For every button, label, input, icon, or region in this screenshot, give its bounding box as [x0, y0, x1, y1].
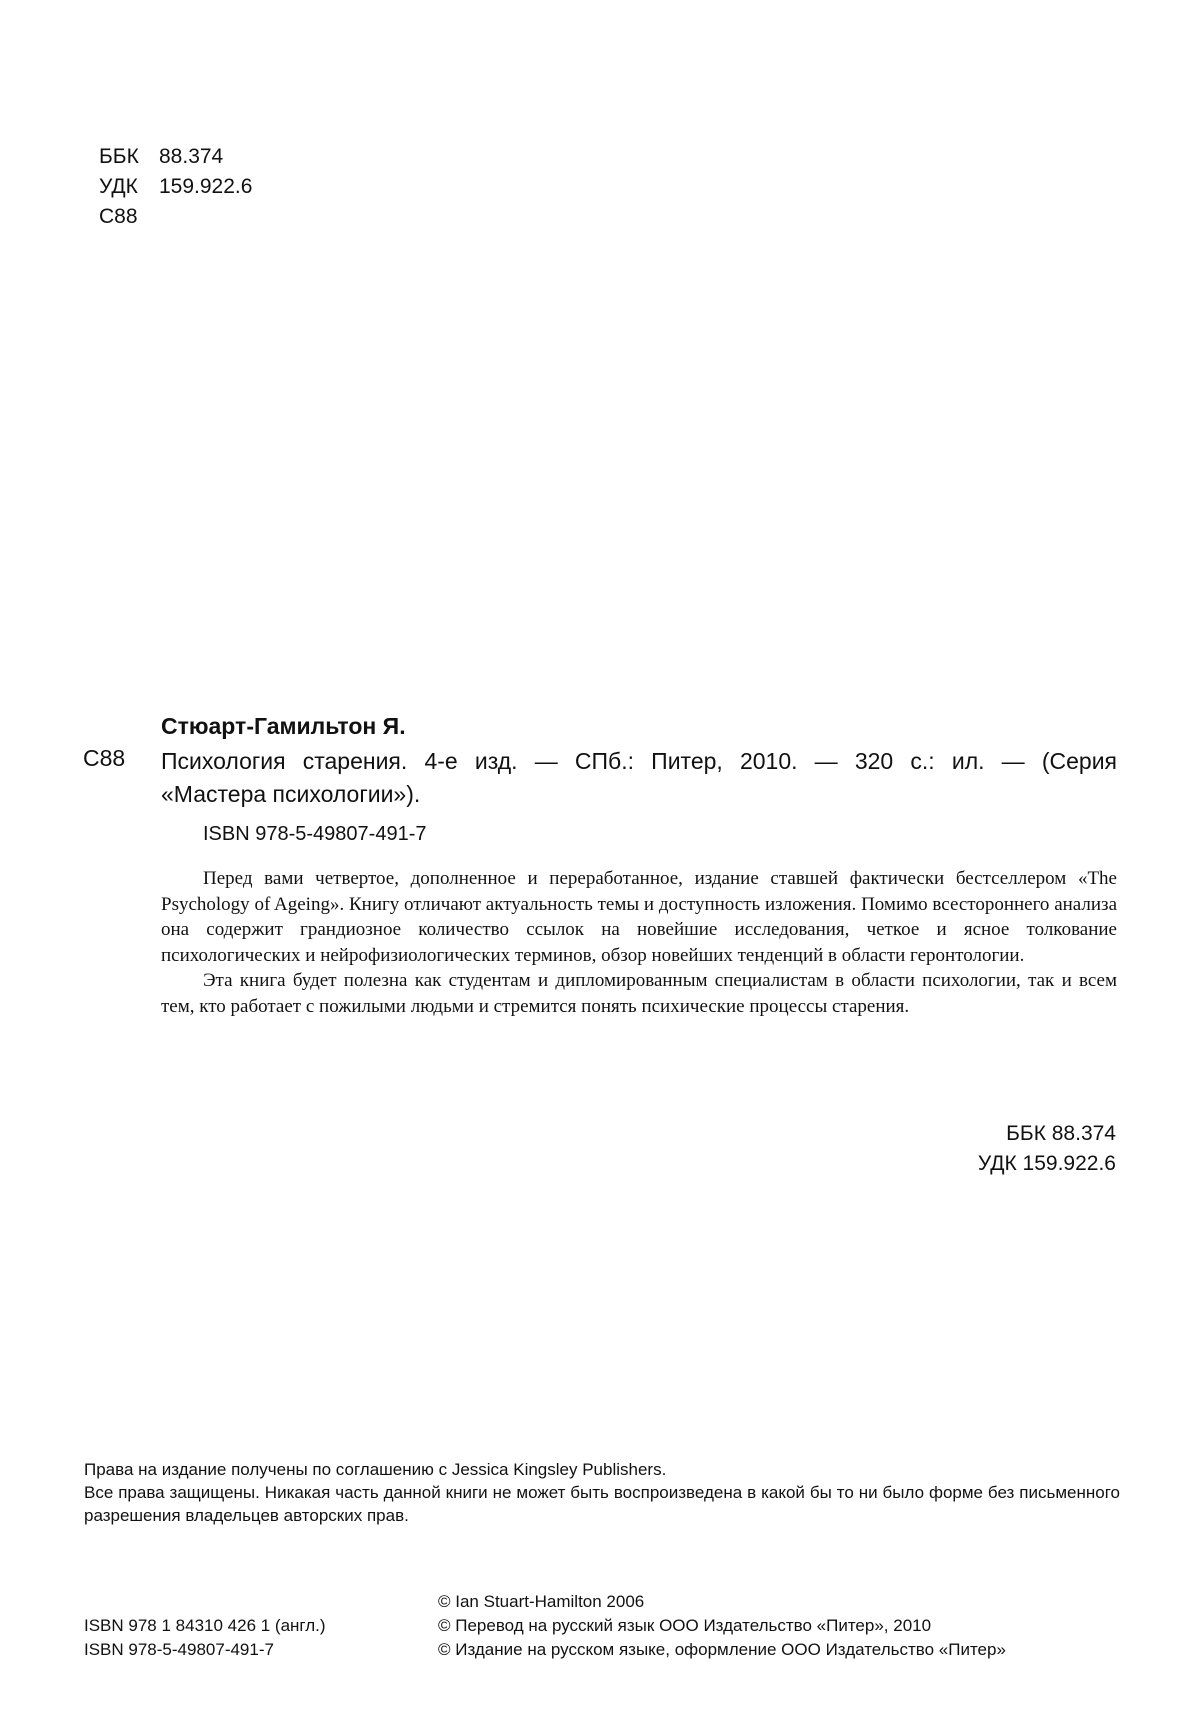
isbn-list — [84, 1614, 326, 1662]
top-bbk-value: 88.374 — [159, 145, 224, 168]
copyright-list — [438, 1590, 1006, 1662]
rights-line-2: Все права защищены. Никакая часть данной книги не может быть воспроизведена в какой бы то ни было форме без письменного разрешения владельцев авторских прав. — [84, 1483, 1120, 1525]
bottom-classification — [978, 1119, 1116, 1179]
author-name: Стюарт-Гамильтон Я. — [161, 713, 406, 739]
title-line-1: Психология старения. 4-е изд. — СПб.: Питер, 2010. — 320 с.: ил. — (Серия — [161, 748, 1117, 774]
record-isbn: ISBN 978-5-49807-491-7 — [203, 823, 427, 845]
abstract-paragraph-2: Эта книга будет полезна как студентам и дипломированным специалистам в области психологии, так и всем тем, кто работает с пожилыми людьми и стремится понять психические процессы старения. — [161, 970, 1117, 1017]
book-title-record — [161, 745, 1117, 811]
copyright-original: © Ian Stuart-Hamilton 2006 — [438, 1592, 645, 1611]
rights-notice — [84, 1458, 1120, 1527]
top-udk-label: УДК — [99, 175, 138, 198]
top-classification — [99, 142, 252, 232]
top-bbk-row — [99, 142, 252, 172]
top-author-code: С88 — [99, 205, 138, 228]
top-udk-row — [99, 172, 252, 202]
top-udk-value: 159.922.6 — [159, 175, 253, 198]
record-author-code: С88 — [83, 745, 126, 771]
top-bbk-label: ББК — [99, 145, 139, 168]
abstract-paragraph-1: Перед вами четвертое, дополненное и переработанное, издание ставшей фактически бестселлером «The Psychology of Ageing». Книгу отличают актуальность темы и доступность изложения. Помимо всестороннего анализа она содержит грандиозное количество ссылок на новейшие исследования, четкое и ясное толкование психологических и нейрофизиологических терминов, обзор новейших тенденций в области геронтологии. — [161, 868, 1117, 966]
bottom-udk: УДК 159.922.6 — [977, 1152, 1116, 1175]
isbn-english: ISBN 978 1 84310 426 1 (англ.) — [84, 1616, 326, 1635]
isbn-russian: ISBN 978-5-49807-491-7 — [84, 1640, 274, 1659]
abstract — [161, 866, 1117, 1019]
title-line-2: «Мастера психологии»). — [161, 781, 421, 807]
rights-line-1: Права на издание получены по соглашению с Jessica Kingsley Publishers. — [84, 1460, 667, 1479]
copyright-edition: © Издание на русском языке, оформление ООО Издательство «Питер» — [438, 1640, 1006, 1659]
copyright-translation: © Перевод на русский язык ООО Издательство «Питер», 2010 — [438, 1616, 932, 1635]
bottom-bbk: ББК 88.374 — [1006, 1122, 1116, 1145]
